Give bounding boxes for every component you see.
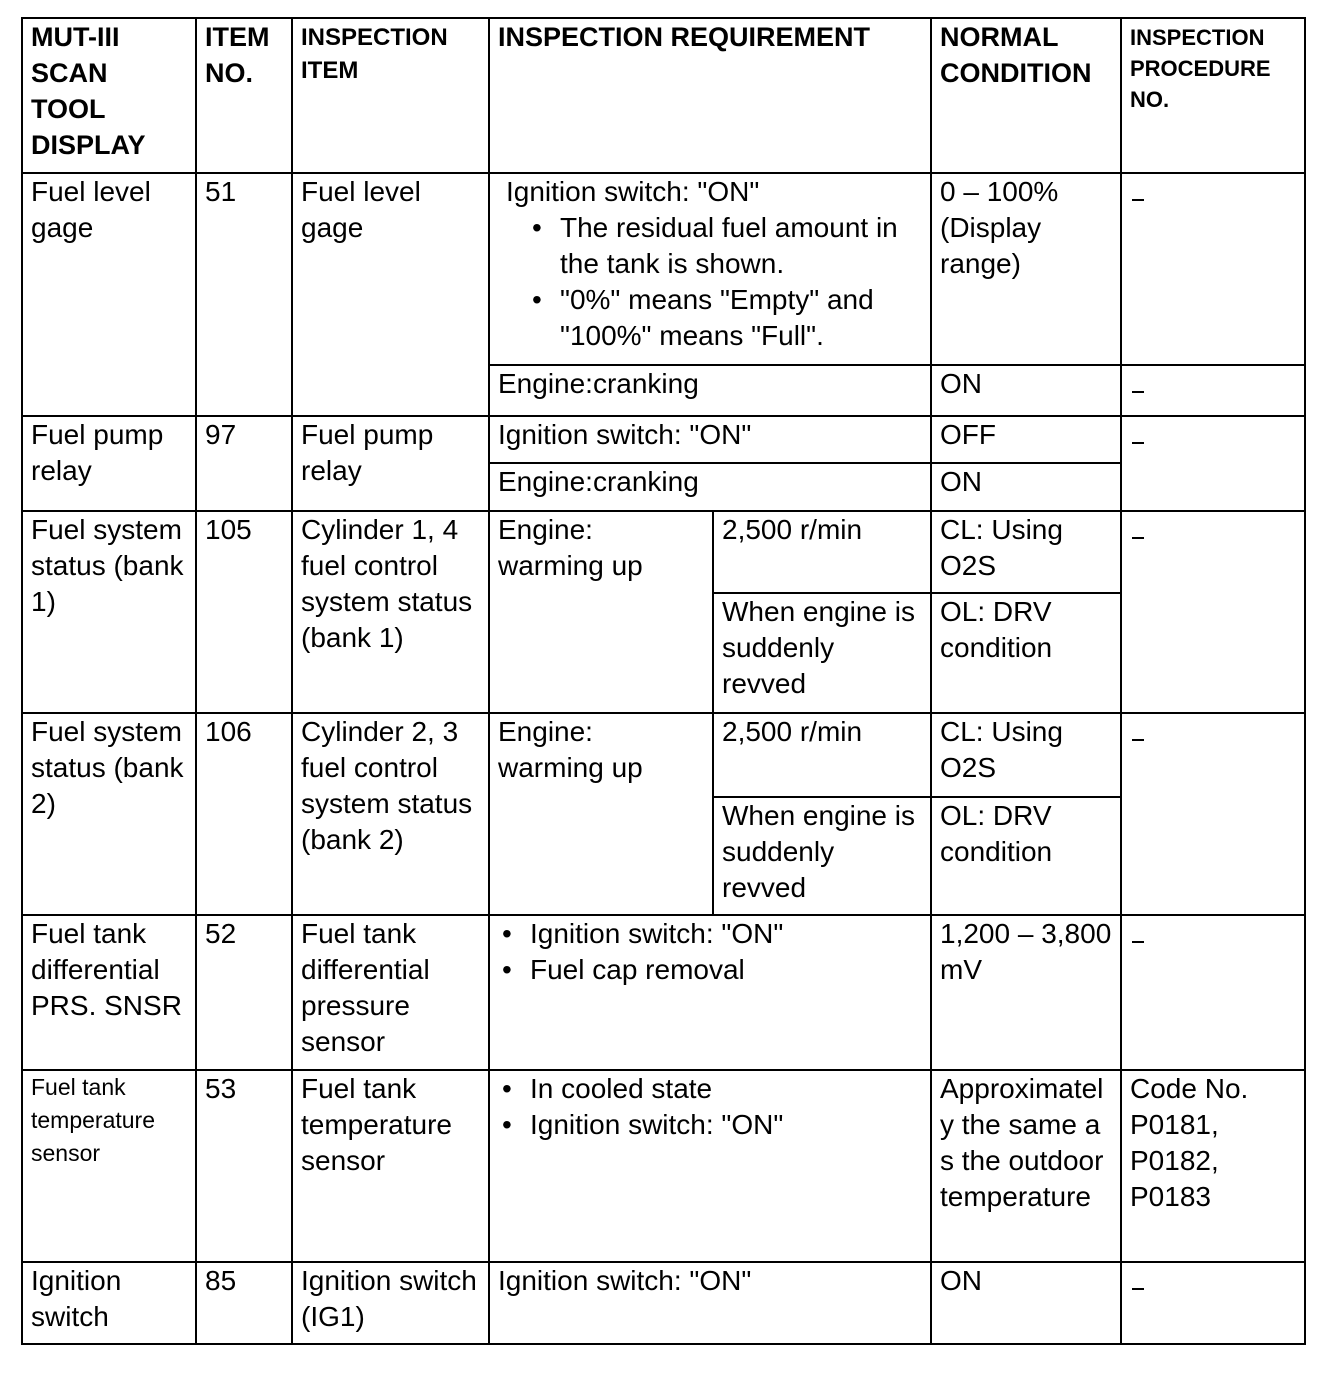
header-requirement: INSPECTION REQUIREMENT [489,18,931,173]
table-row [22,713,1305,797]
cell-item-no: 106 [196,713,292,915]
cell-condition: 2,500 r/min [713,713,931,797]
cell-item: Fuel tank differential pressure sensor [292,915,489,1070]
cell-normal: OFF [931,416,1121,463]
list-item: • Ignition switch: "ON" [530,1107,924,1143]
cell-item: Fuel pump relay [292,416,489,511]
table-row [22,511,1305,593]
cell-normal: ON [931,365,1121,416]
dash-icon [1132,391,1144,393]
cell-procedure [1121,173,1305,365]
dash-icon [1132,941,1144,943]
cell-procedure [1121,1262,1305,1344]
cell-requirement: Engine: warming up [489,511,713,713]
header-normal: NORMAL CONDITION [931,18,1121,173]
cell-display: Ignition switch [22,1262,196,1344]
requirement-bullets [498,1071,924,1143]
cell-display: Fuel pump relay [22,416,196,511]
cell-requirement [489,1070,931,1262]
header-display: MUT-III SCAN TOOL DISPLAY [22,18,196,173]
cell-normal: OL: DRV condition [931,797,1121,915]
dash-icon [1132,199,1144,201]
header-procedure: INSPECTION PROCEDURE NO. [1121,18,1305,173]
list-item: • The residual fuel amount in the tank is shown. [560,210,924,282]
cell-procedure [1121,915,1305,1070]
cell-item-no: 51 [196,173,292,416]
dash-icon [1132,1288,1144,1290]
table-row [22,173,1305,365]
cell-normal: ON [931,463,1121,511]
cell-item-no: 53 [196,1070,292,1262]
cell-procedure [1121,713,1305,915]
cell-normal: OL: DRV condition [931,593,1121,713]
cell-display: Fuel system status (bank 1) [22,511,196,713]
cell-normal: ON [931,1262,1121,1344]
cell-requirement: Ignition switch: "ON" [489,416,931,463]
table-row [22,915,1305,1070]
cell-item-no: 85 [196,1262,292,1344]
cell-item: Fuel level gage [292,173,489,416]
cell-requirement: Engine: warming up [489,713,713,915]
cell-procedure [1121,416,1305,511]
cell-normal: Approximately the same as the outdoor temperature [931,1070,1121,1262]
inspection-table [21,17,1306,1345]
cell-requirement [489,173,931,365]
cell-condition: When engine is suddenly revved [713,797,931,915]
cell-procedure [1121,511,1305,713]
cell-requirement: Engine:cranking [489,365,931,416]
table-row [22,1070,1305,1262]
cell-item: Fuel tank temperature sensor [292,1070,489,1262]
requirement-bullets [498,210,924,354]
cell-display: Fuel system status (bank 2) [22,713,196,915]
cell-requirement [489,915,931,1070]
cell-item-no: 97 [196,416,292,511]
cell-item: Cylinder 2, 3 fuel control system status (bank 2) [292,713,489,915]
cell-display: Fuel tank temperature sensor [22,1070,196,1262]
requirement-text: Ignition switch: "ON" [506,176,760,207]
list-item: • "0%" means "Empty" and "100%" means "Full". [560,282,924,354]
dash-icon [1132,442,1144,444]
table-row [22,1262,1305,1344]
list-item: • In cooled state [530,1071,924,1107]
header-inspection-item: INSPECTION ITEM [292,18,489,173]
dash-icon [1132,537,1144,539]
cell-display: Fuel tank differential PRS. SNSR [22,915,196,1070]
cell-display: Fuel level gage [22,173,196,416]
cell-item: Ignition switch (IG1) [292,1262,489,1344]
cell-normal: CL: Using O2S [931,713,1121,797]
cell-item-no: 52 [196,915,292,1070]
cell-normal: CL: Using O2S [931,511,1121,593]
requirement-bullets [498,916,924,988]
list-item: • Fuel cap removal [530,952,924,988]
cell-normal: 1,200 – 3,800 mV [931,915,1121,1070]
table-row [22,416,1305,463]
cell-normal: 0 – 100% (Display range) [931,173,1121,365]
cell-item-no: 105 [196,511,292,713]
cell-condition: When engine is suddenly revved [713,593,931,713]
cell-requirement: Engine:cranking [489,463,931,511]
header-item-no: ITEM NO. [196,18,292,173]
cell-item: Cylinder 1, 4 fuel control system status (bank 1) [292,511,489,713]
list-item: • Ignition switch: "ON" [530,916,924,952]
cell-condition: 2,500 r/min [713,511,931,593]
cell-procedure [1121,365,1305,416]
cell-procedure: Code No. P0181, P0182, P0183 [1121,1070,1305,1262]
cell-requirement: Ignition switch: "ON" [489,1262,931,1344]
dash-icon [1132,739,1144,741]
